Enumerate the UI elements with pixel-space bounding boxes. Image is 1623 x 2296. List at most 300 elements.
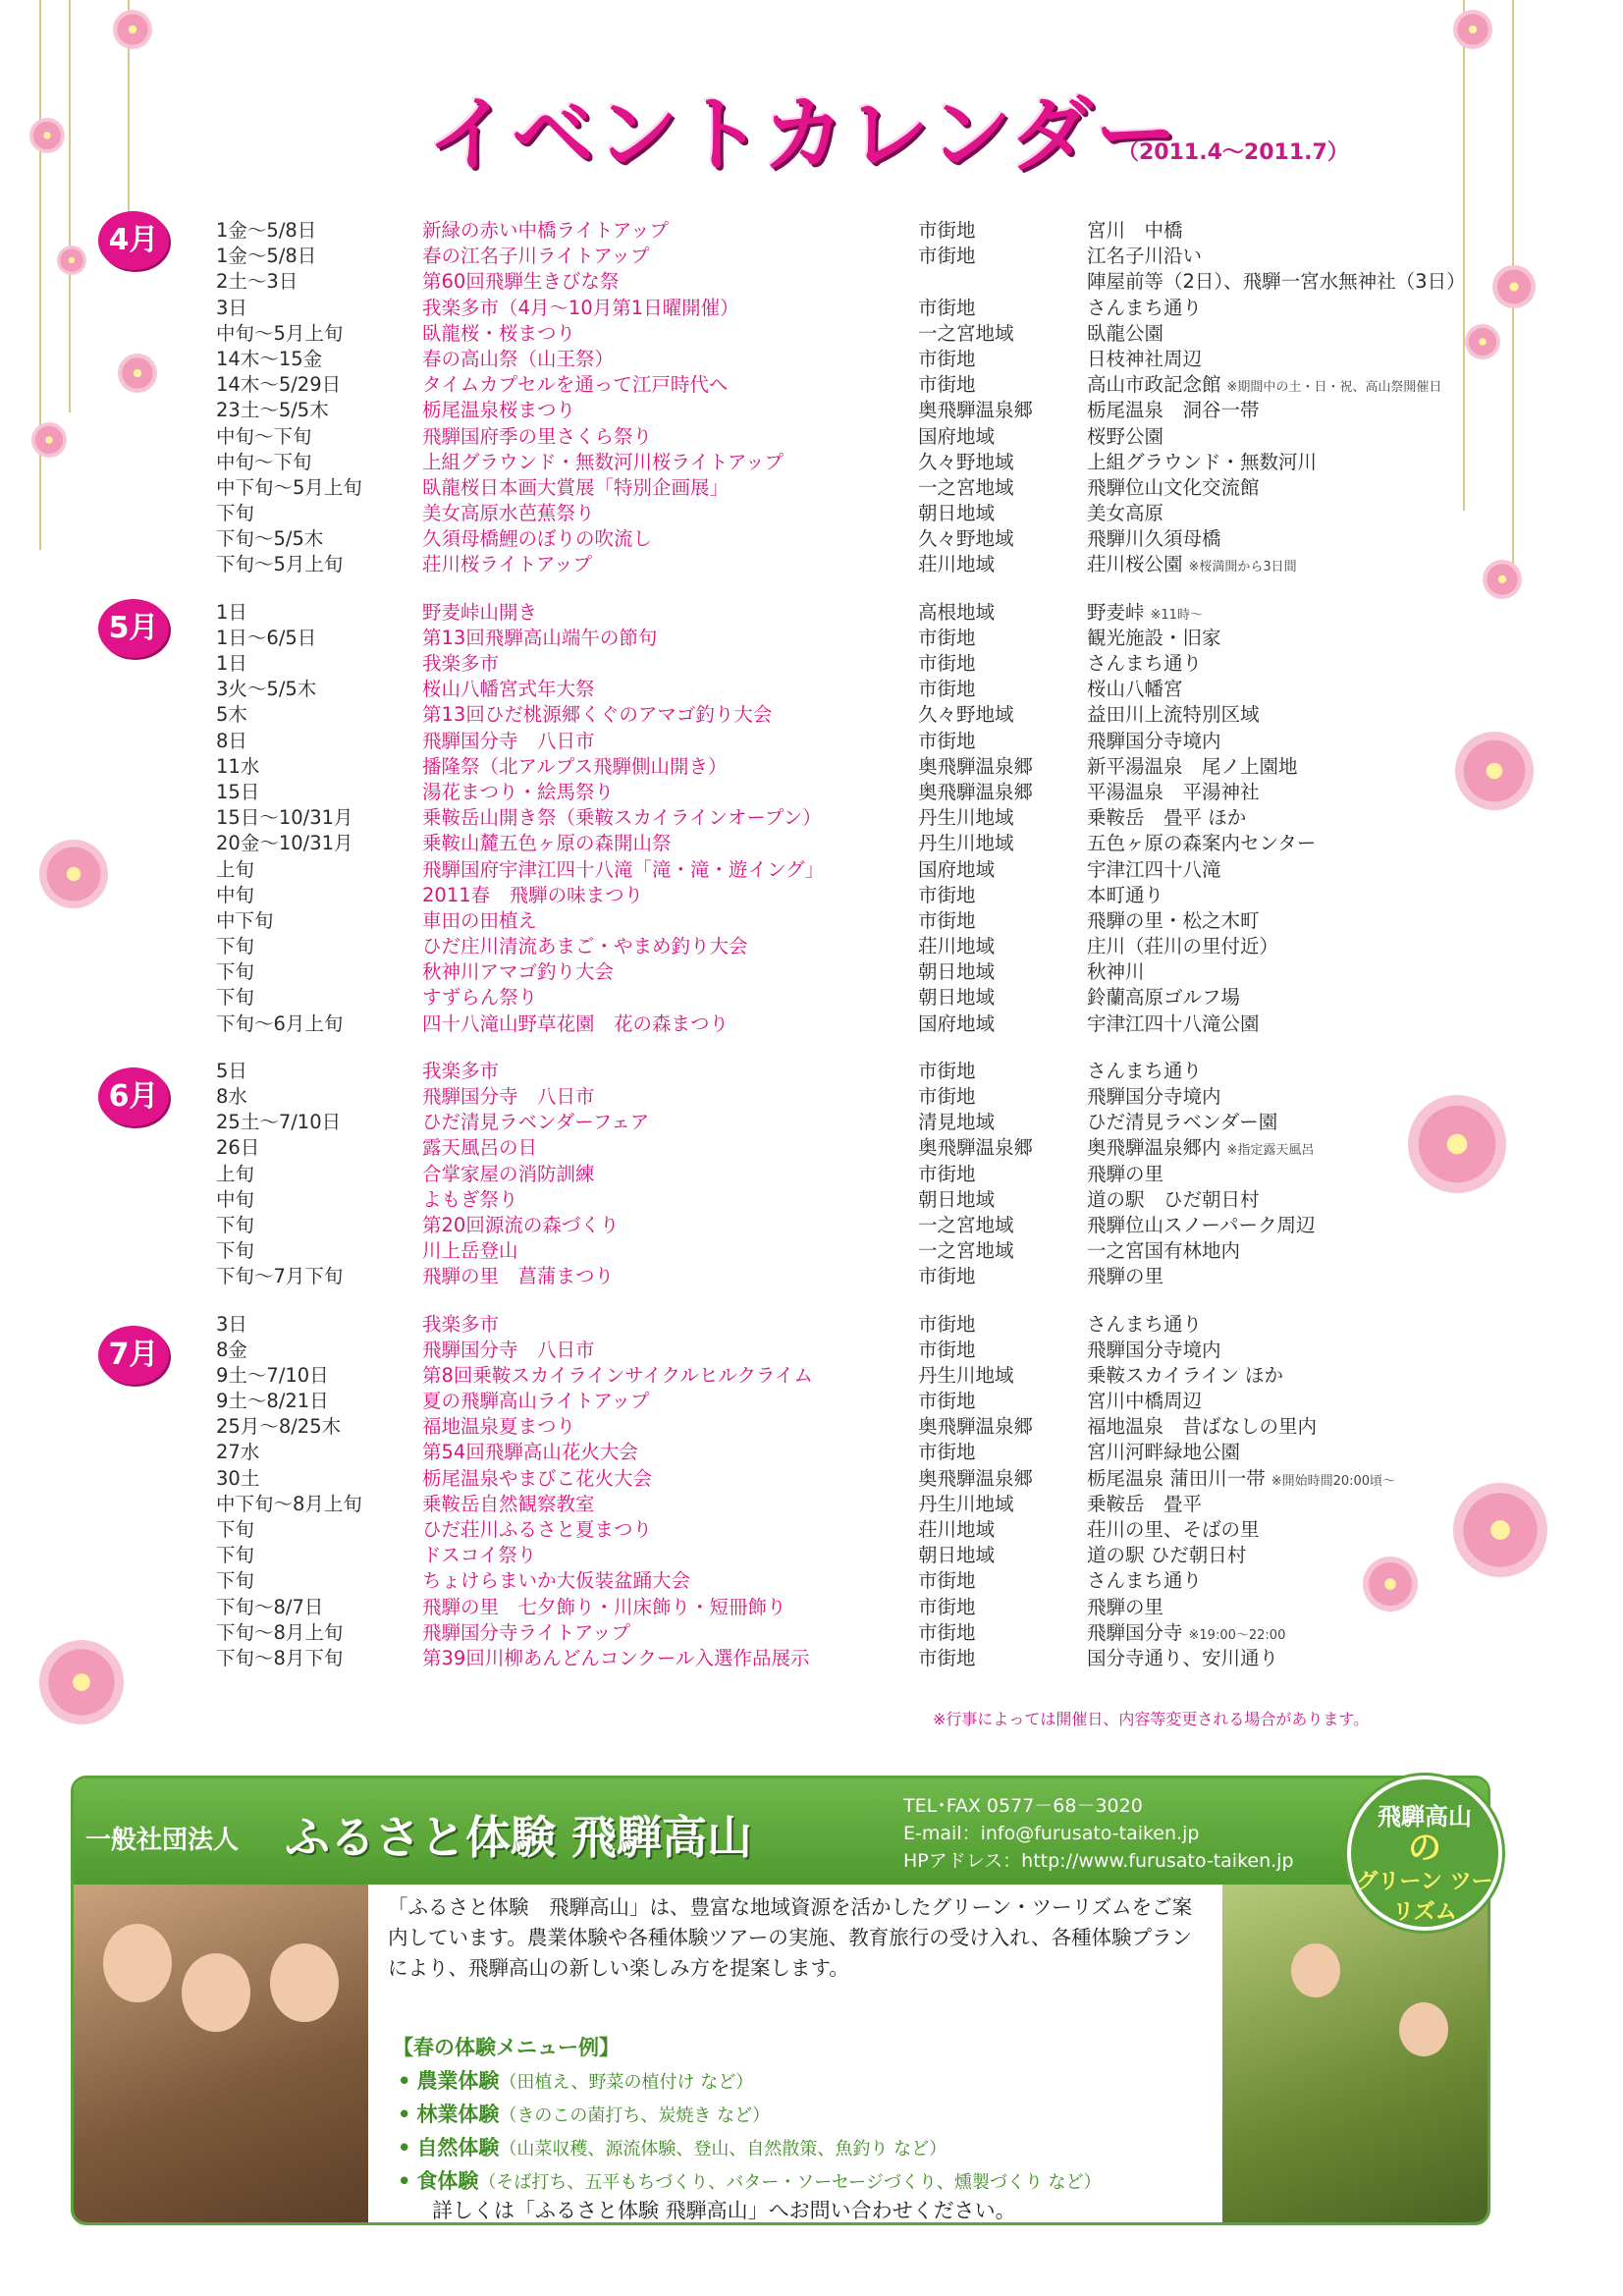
event-name: ひだ荘川ふるさと夏まつり xyxy=(422,1518,653,1541)
event-place: 上組グラウンド・無数河川 xyxy=(1087,450,1318,473)
event-date: 下旬 xyxy=(216,1518,255,1541)
table-row xyxy=(216,1595,1532,1620)
table-row xyxy=(216,1568,1532,1594)
disclaimer-note: ※行事によっては開催日、内容等変更される場合があります。 xyxy=(933,1710,1370,1728)
event-area: 奥飛騨温泉郷 xyxy=(918,780,1034,803)
table-row xyxy=(216,1110,1532,1135)
table-row xyxy=(216,218,1532,244)
event-place: 荘川の里、そばの里 xyxy=(1087,1518,1260,1541)
event-name: タイムカプセルを通って江戸時代へ xyxy=(422,373,729,397)
event-area: 市街地 xyxy=(918,908,976,932)
event-date: 1金～5/8日 xyxy=(216,245,317,268)
event-area: 一之宮地域 xyxy=(918,475,1014,499)
event-area: 市街地 xyxy=(918,678,976,701)
event-area: 久々野地域 xyxy=(918,527,1014,551)
event-date: 3日 xyxy=(216,1312,247,1336)
event-area: 市街地 xyxy=(918,1312,976,1336)
table-row xyxy=(216,424,1532,450)
event-area: 市街地 xyxy=(918,347,976,370)
event-name: 夏の飛騨高山ライトアップ xyxy=(422,1390,650,1413)
event-area: 清見地域 xyxy=(918,1111,996,1134)
event-place: 飛騨の里 xyxy=(1087,1595,1164,1618)
event-name: 野麦峠山開き xyxy=(422,600,538,624)
table-row xyxy=(216,729,1532,754)
event-area: 市街地 xyxy=(918,1441,976,1464)
event-area: 朝日地域 xyxy=(918,502,996,525)
event-area: 市街地 xyxy=(918,219,976,242)
event-area: 丹生川地域 xyxy=(918,1363,1014,1387)
event-place: 道の駅 ひだ朝日村 xyxy=(1087,1187,1260,1211)
event-place: 飛騨国分寺 ※19:00～22:00 xyxy=(1087,1620,1286,1644)
menu-title: 【春の体験メニュー例】 xyxy=(393,2036,620,2059)
event-place: 飛騨の里 xyxy=(1087,1265,1164,1288)
event-date: 9土～7/10日 xyxy=(216,1363,329,1387)
event-note: ※開始時間20:00頃～ xyxy=(1271,1473,1396,1489)
event-area: 一之宮地域 xyxy=(918,1213,1014,1236)
event-area: 市街地 xyxy=(918,1595,976,1618)
table-row xyxy=(216,1620,1532,1646)
event-date: 8金 xyxy=(216,1338,247,1361)
list-item: • 食体験（そば打ち、五平もちづくり、バター・ソーセージづくり、燻製づくり など） xyxy=(398,2169,1102,2193)
event-place: 益田川上流特別区域 xyxy=(1087,703,1260,727)
event-note: ※19:00～22:00 xyxy=(1188,1627,1286,1643)
table-row xyxy=(216,985,1532,1011)
event-date: 中下旬 xyxy=(216,908,274,932)
table-row xyxy=(216,244,1532,269)
event-area: 市街地 xyxy=(918,245,976,268)
event-date: 5日 xyxy=(216,1059,247,1082)
event-date: 23土～5/5木 xyxy=(216,399,329,422)
event-area: 国府地域 xyxy=(918,857,996,881)
month-badge-april: 4月 xyxy=(98,211,169,270)
event-area: 奥飛騨温泉郷 xyxy=(918,1415,1034,1439)
left-vine-decoration-2 xyxy=(108,0,167,589)
event-date: 下旬～8月上旬 xyxy=(216,1620,344,1644)
event-date: 1日 xyxy=(216,600,247,624)
phone-fax: TEL･FAX 0577－68－3020 xyxy=(903,1795,1143,1817)
event-place: 秋神川 xyxy=(1087,960,1145,984)
table-row xyxy=(216,831,1532,856)
table-row xyxy=(216,857,1532,883)
table-row xyxy=(216,677,1532,702)
event-date: 中旬 xyxy=(216,1187,255,1211)
table-row xyxy=(216,626,1532,651)
month-block xyxy=(216,218,1532,578)
table-row xyxy=(216,321,1532,347)
event-date: 中旬～下旬 xyxy=(216,424,312,448)
table-row xyxy=(216,1213,1532,1238)
event-place: 飛騨位山スノーパーク周辺 xyxy=(1087,1213,1316,1236)
event-date: 3火～5/5木 xyxy=(216,678,317,701)
event-date: 26日 xyxy=(216,1136,260,1160)
event-place: 江名子川沿い xyxy=(1087,245,1203,268)
event-place: 五色ヶ原の森案内センター xyxy=(1087,832,1317,855)
org-name: ふるさと体験 飛騨高山 xyxy=(285,1811,753,1864)
event-note: ※期間中の土・日・祝、高山祭開催日 xyxy=(1226,380,1442,396)
event-date: 2土～3日 xyxy=(216,270,298,294)
event-name: 露天風呂の日 xyxy=(422,1136,538,1160)
table-row xyxy=(216,934,1532,959)
event-place: 宇津江四十八滝 xyxy=(1087,857,1221,881)
event-name: 臥龍桜・桜まつり xyxy=(422,321,576,345)
event-place: 桜野公園 xyxy=(1087,424,1164,448)
event-date: 8日 xyxy=(216,729,247,752)
table-row xyxy=(216,883,1532,908)
event-place: 鈴蘭高原ゴルフ場 xyxy=(1087,986,1241,1010)
event-name: ちょけらまいか大仮装盆踊大会 xyxy=(422,1569,691,1593)
event-name: ひだ清見ラベンダーフェア xyxy=(422,1111,650,1134)
event-area: 市街地 xyxy=(918,1162,976,1185)
event-area: 丹生川地域 xyxy=(918,806,1014,830)
event-date: 25月～8/25木 xyxy=(216,1415,342,1439)
event-note: ※11時～ xyxy=(1150,607,1203,623)
event-area: 奥飛騨温泉郷 xyxy=(918,1136,1034,1160)
event-place: 飛騨位山文化交流館 xyxy=(1087,475,1260,499)
event-area: 国府地域 xyxy=(918,424,996,448)
table-row xyxy=(216,1011,1532,1037)
event-place: 宮川河畔緑地公園 xyxy=(1087,1441,1241,1464)
event-area: 市街地 xyxy=(918,1059,976,1082)
experience-menu-list xyxy=(398,2065,1102,2199)
table-row xyxy=(216,1646,1532,1671)
event-name: 久須母橋鯉のぼりの吹流し xyxy=(422,527,653,551)
table-row xyxy=(216,450,1532,475)
month-block xyxy=(216,600,1532,1037)
flower-decoration xyxy=(39,840,108,908)
event-name: 播隆祭（北アルプス飛騨側山開き） xyxy=(422,754,728,778)
event-name: 美女高原水芭蕉祭り xyxy=(422,502,595,525)
calendar-period: （2011.4～2011.7） xyxy=(1117,140,1349,165)
event-area: 市街地 xyxy=(918,1620,976,1644)
event-date: 20金～10/31月 xyxy=(216,832,353,855)
event-place: 飛騨国分寺境内 xyxy=(1087,1338,1221,1361)
email-link[interactable]: E-mail：info@furusato-taiken.jp xyxy=(903,1823,1200,1844)
event-place: 飛騨の里・松之木町 xyxy=(1087,908,1260,932)
table-row xyxy=(216,398,1532,423)
event-date: 上旬 xyxy=(216,857,255,881)
event-place: 国分寺通り、安川通り xyxy=(1087,1646,1279,1669)
event-date: 30土 xyxy=(216,1466,260,1490)
event-name: 上組グラウンド・無数河川桜ライトアップ xyxy=(422,450,784,473)
table-row xyxy=(216,1059,1532,1084)
event-date: 下旬 xyxy=(216,1569,255,1593)
event-place: 高山市政記念館 ※期間中の土・日・祝、高山祭開催日 xyxy=(1087,373,1442,397)
flower-decoration xyxy=(39,1640,124,1724)
event-area: 丹生川地域 xyxy=(918,1492,1014,1515)
event-name: 飛騨の里 七夕飾り・川床飾り・短冊飾り xyxy=(422,1595,786,1618)
event-date: 下旬～8/7日 xyxy=(216,1595,324,1618)
event-place: 美女高原 xyxy=(1087,502,1164,525)
event-name: 第13回ひだ桃源郷くぐのアマゴ釣り大会 xyxy=(422,703,773,727)
event-name: ドスコイ祭り xyxy=(422,1544,537,1567)
contact-info xyxy=(903,1792,1294,1875)
event-place: さんまち通り xyxy=(1087,296,1203,319)
event-date: 1金～5/8日 xyxy=(216,219,317,242)
promo-intro: 「ふるさと体験 飛騨高山」は、豊富な地域資源を活かしたグリーン・ツーリズムをご案内しています。農業体験や各種体験ツアーの実施、教育旅行の受け入れ、各種体験プランにより、飛騨高山の新しい楽しみ方を提案します。 xyxy=(388,1895,1193,1980)
event-name: 2011春 飛騨の味まつり xyxy=(422,883,644,906)
event-place: 栃尾温泉 蒲田川一帯 ※開始時間20:00頃～ xyxy=(1087,1466,1396,1490)
event-name: 飛騨国分寺ライトアップ xyxy=(422,1620,630,1644)
event-place: 陣屋前等（2日）、飛騨一宮水無神社（3日） xyxy=(1087,270,1466,294)
event-place: 乗鞍岳 畳平 ほか xyxy=(1087,806,1247,830)
event-area: 市街地 xyxy=(918,652,976,675)
event-name: 栃尾温泉やまびこ花火大会 xyxy=(422,1466,653,1490)
table-row xyxy=(216,1389,1532,1414)
event-date: 14木～5/29日 xyxy=(216,373,342,397)
month-block xyxy=(216,1059,1532,1290)
event-name: よもぎ祭り xyxy=(422,1187,518,1211)
event-name: 新緑の赤い中橋ライトアップ xyxy=(422,219,669,242)
event-area: 朝日地域 xyxy=(918,986,996,1010)
table-row xyxy=(216,805,1532,831)
field-workers-photo xyxy=(1222,1885,1488,2222)
org-type: 一般社団法人 xyxy=(85,1826,240,1855)
event-date: 下旬 xyxy=(216,502,255,525)
table-row xyxy=(216,1162,1532,1187)
table-row xyxy=(216,754,1532,780)
event-place: 平湯温泉 平湯神社 xyxy=(1087,780,1260,803)
event-date: 下旬～8月下旬 xyxy=(216,1646,344,1669)
event-name: 我楽多市（4月～10月第1日曜開催） xyxy=(422,296,739,319)
event-date: 5木 xyxy=(216,703,247,727)
event-date: 15日 xyxy=(216,780,260,803)
event-place: さんまち通り xyxy=(1087,1059,1203,1082)
event-date: 1日 xyxy=(216,652,247,675)
event-area: 奥飛騨温泉郷 xyxy=(918,1466,1034,1490)
event-place: 新平湯温泉 尾ノ上園地 xyxy=(1087,754,1298,778)
table-row xyxy=(216,1492,1532,1517)
event-name: 乗鞍岳自然観察教室 xyxy=(422,1492,595,1515)
event-date: 中旬 xyxy=(216,883,255,906)
table-row xyxy=(216,347,1532,372)
event-place: 日枝神社周辺 xyxy=(1087,347,1203,370)
event-area: 一之宮地域 xyxy=(918,1239,1014,1263)
event-name: 臥龍桜日本画大賞展「特別企画展」 xyxy=(422,475,730,499)
event-area: 市街地 xyxy=(918,1646,976,1669)
event-area: 市街地 xyxy=(918,1338,976,1361)
event-area: 荘川地域 xyxy=(918,1518,996,1541)
promo-box xyxy=(71,1776,1490,2225)
event-area: 市街地 xyxy=(918,1085,976,1108)
event-calendar-table xyxy=(216,218,1532,1693)
event-date: 25土～7/10日 xyxy=(216,1111,342,1134)
event-date: 27水 xyxy=(216,1441,260,1464)
event-date: 9土～8/21日 xyxy=(216,1390,329,1413)
event-date: 11水 xyxy=(216,754,260,778)
event-area: 一之宮地域 xyxy=(918,321,1014,345)
event-area: 荘川地域 xyxy=(918,935,996,958)
event-date: 中下旬～8月上旬 xyxy=(216,1492,362,1515)
event-name: 川上岳登山 xyxy=(422,1239,518,1263)
event-place: 道の駅 ひだ朝日村 xyxy=(1087,1544,1247,1567)
table-row xyxy=(216,1084,1532,1110)
event-area: 高根地域 xyxy=(918,600,996,624)
event-area: 市街地 xyxy=(918,729,976,752)
event-area: 朝日地域 xyxy=(918,1544,996,1567)
event-area: 市街地 xyxy=(918,373,976,397)
event-area: 市街地 xyxy=(918,626,976,649)
event-name: すずらん祭り xyxy=(422,986,538,1010)
event-name: 乗鞍山麓五色ヶ原の森開山祭 xyxy=(422,832,672,855)
event-name: 我楽多市 xyxy=(422,1312,500,1336)
inquiry-text: 詳しくは「ふるさと体験 飛騨高山」へお問い合わせください。 xyxy=(432,2199,1016,2222)
event-name: 車田の田植え xyxy=(422,908,538,932)
event-name: 第13回飛騨高山端午の節句 xyxy=(422,626,658,649)
list-item: • 林業体験（きのこの菌打ち、炭焼き など） xyxy=(398,2103,771,2126)
event-name: 第39回川柳あんどんコンクール入選作品展示 xyxy=(422,1646,810,1669)
event-area xyxy=(918,269,1087,295)
event-name: 秋神川アマゴ釣り大会 xyxy=(422,960,615,984)
event-area: 市街地 xyxy=(918,296,976,319)
event-date: 下旬～7月下旬 xyxy=(216,1265,344,1288)
table-row xyxy=(216,372,1532,398)
table-row xyxy=(216,526,1532,552)
event-name: 春の江名子川ライトアップ xyxy=(422,245,650,268)
event-area: 朝日地域 xyxy=(918,1187,996,1211)
promo-header xyxy=(74,1778,1488,1885)
event-place: 庄川（荘川の里付近） xyxy=(1087,935,1279,958)
event-place: さんまち通り xyxy=(1087,1312,1203,1336)
event-date: 8水 xyxy=(216,1085,247,1108)
event-date: 上旬 xyxy=(216,1162,255,1185)
event-area: 久々野地域 xyxy=(918,703,1014,727)
table-row xyxy=(216,1440,1532,1465)
event-area: 奥飛騨温泉郷 xyxy=(918,399,1034,422)
event-area: 市街地 xyxy=(918,1569,976,1593)
table-row xyxy=(216,1135,1532,1161)
event-place: 一之宮国有林地内 xyxy=(1087,1239,1241,1263)
event-place: 桜山八幡宮 xyxy=(1087,678,1183,701)
month-badge-june: 6月 xyxy=(98,1067,169,1126)
event-place: 宇津江四十八滝公園 xyxy=(1087,1011,1260,1035)
table-row xyxy=(216,1338,1532,1363)
event-date: 3日 xyxy=(216,296,247,319)
event-date: 下旬 xyxy=(216,1213,255,1236)
event-place: 本町通り xyxy=(1087,883,1164,906)
event-area: 奥飛騨温泉郷 xyxy=(918,754,1034,778)
table-row xyxy=(216,1466,1532,1492)
event-place: 野麦峠 ※11時～ xyxy=(1087,600,1203,624)
event-place: 奥飛騨温泉郷内 ※指定露天風呂 xyxy=(1087,1136,1315,1160)
event-name: 第60回飛騨生きびな祭 xyxy=(422,270,620,294)
event-date: 下旬 xyxy=(216,1544,255,1567)
event-area: 丹生川地域 xyxy=(918,832,1014,855)
event-name: 福地温泉夏まつり xyxy=(422,1415,576,1439)
event-name: 第54回飛騨高山花火大会 xyxy=(422,1441,638,1464)
event-place: ひだ清見ラベンダー園 xyxy=(1087,1111,1278,1134)
table-row xyxy=(216,475,1532,501)
event-date: 下旬 xyxy=(216,986,255,1010)
event-name: 桜山八幡宮式年大祭 xyxy=(422,678,595,701)
event-date: 下旬～5月上旬 xyxy=(216,553,344,576)
event-name: 飛騨国府季の里さくら祭り xyxy=(422,424,653,448)
event-place: 宮川 中橋 xyxy=(1087,219,1183,242)
page-title: イベントカレンダー xyxy=(427,86,1180,183)
event-area: 市街地 xyxy=(918,1390,976,1413)
table-row xyxy=(216,269,1532,295)
table-row xyxy=(216,780,1532,805)
event-name: 飛騨国府宇津江四十八滝「滝・滝・遊イング」 xyxy=(422,857,825,881)
event-name: 我楽多市 xyxy=(422,1059,500,1082)
green-tourism-badge: 飛騨高山 の グリーン ツーリズム xyxy=(1347,1776,1502,1931)
table-row xyxy=(216,1187,1532,1213)
table-row xyxy=(216,296,1532,321)
event-date: 中下旬～5月上旬 xyxy=(216,475,362,499)
table-row xyxy=(216,1238,1532,1264)
event-name: 飛騨の里 菖蒲まつり xyxy=(422,1265,615,1288)
event-date: 下旬 xyxy=(216,1239,255,1263)
event-area: 市街地 xyxy=(918,1265,976,1288)
event-place: 飛騨川久須母橋 xyxy=(1087,527,1221,551)
event-place: 荘川桜公園 ※桜満開から3日間 xyxy=(1087,553,1297,576)
month-block xyxy=(216,1312,1532,1672)
event-date: 中旬～5月上旬 xyxy=(216,321,344,345)
table-row xyxy=(216,1543,1532,1568)
event-area: 荘川地域 xyxy=(918,553,996,576)
website-link[interactable]: HPアドレス：http://www.furusato-taiken.jp xyxy=(903,1850,1294,1872)
event-date: 下旬 xyxy=(216,960,255,984)
table-row xyxy=(216,651,1532,677)
event-name: 飛騨国分寺 八日市 xyxy=(422,1085,595,1108)
month-badge-july: 7月 xyxy=(98,1326,169,1385)
event-name: 我楽多市 xyxy=(422,652,500,675)
event-name: 春の高山祭（山王祭） xyxy=(422,347,615,370)
table-row xyxy=(216,1517,1532,1543)
event-place: 乗鞍岳 畳平 xyxy=(1087,1492,1203,1515)
event-date: 下旬 xyxy=(216,935,255,958)
event-name: 第20回源流の森づくり xyxy=(422,1213,620,1236)
event-name: 栃尾温泉桜まつり xyxy=(422,399,576,422)
table-row xyxy=(216,1312,1532,1338)
children-photo xyxy=(74,1885,368,2222)
event-date: 1日～6/5日 xyxy=(216,626,317,649)
event-place: 乗鞍スカイライン ほか xyxy=(1087,1363,1284,1387)
event-name: 乗鞍岳山開き祭（乗鞍スカイラインオープン） xyxy=(422,806,822,830)
table-row xyxy=(216,908,1532,934)
event-place: 飛騨国分寺境内 xyxy=(1087,1085,1221,1108)
event-area: 国府地域 xyxy=(918,1011,996,1035)
event-name: 飛騨国分寺 八日市 xyxy=(422,1338,595,1361)
event-place: 宮川中橋周辺 xyxy=(1087,1390,1203,1413)
event-date: 下旬～6月上旬 xyxy=(216,1011,344,1035)
event-place: 飛騨国分寺境内 xyxy=(1087,729,1221,752)
event-place: 福地温泉 昔ばなしの里内 xyxy=(1087,1415,1318,1439)
event-date: 下旬～5/5木 xyxy=(216,527,324,551)
list-item: • 自然体験（山菜収穫、源流体験、登山、自然散策、魚釣り など） xyxy=(398,2136,947,2159)
event-date: 15日～10/31月 xyxy=(216,806,353,830)
list-item: • 農業体験（田植え、野菜の植付け など） xyxy=(398,2069,754,2093)
event-note: ※指定露天風呂 xyxy=(1226,1143,1315,1159)
table-row xyxy=(216,600,1532,626)
event-place: 観光施設・旧家 xyxy=(1087,626,1221,649)
event-name: 第8回乗鞍スカイラインサイクルヒルクライム xyxy=(422,1363,813,1387)
event-date: 中旬～下旬 xyxy=(216,450,312,473)
event-area: 市街地 xyxy=(918,883,976,906)
event-name: 湯花まつり・絵馬祭り xyxy=(422,780,615,803)
left-vine-decoration xyxy=(29,0,88,589)
event-area: 朝日地域 xyxy=(918,960,996,984)
event-name: 四十八滝山野草花園 花の森まつり xyxy=(422,1011,730,1035)
event-name: ひだ庄川清流あまご・やまめ釣り大会 xyxy=(422,935,748,958)
event-place: 臥龍公園 xyxy=(1087,321,1164,345)
event-name: 飛騨国分寺 八日市 xyxy=(422,729,595,752)
event-area: 久々野地域 xyxy=(918,450,1014,473)
month-badge-may: 5月 xyxy=(98,599,169,658)
event-date: 14木～15金 xyxy=(216,347,323,370)
table-row xyxy=(216,552,1532,577)
event-name: 合掌家屋の消防訓練 xyxy=(422,1162,595,1185)
table-row xyxy=(216,959,1532,985)
